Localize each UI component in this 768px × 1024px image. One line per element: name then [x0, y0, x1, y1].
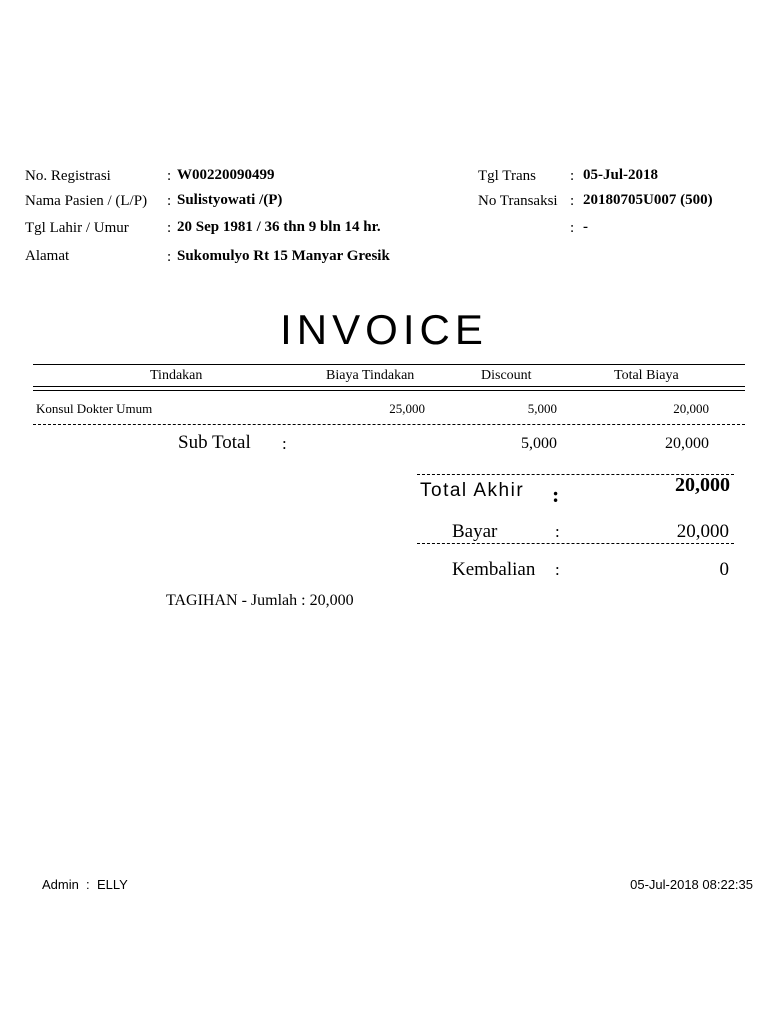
patient-name-value: Sulistyowati /(P)	[177, 192, 283, 208]
kembalian-label: Kembalian	[452, 559, 536, 580]
subtotal-discount: 5,000	[521, 435, 557, 452]
table-header-line-2	[33, 390, 745, 391]
col-header-biaya: Biaya Tindakan	[326, 368, 415, 383]
admin-colon: :	[86, 877, 90, 892]
table-top-line	[33, 364, 745, 365]
dob-colon: :	[167, 220, 172, 236]
invoice-title: INVOICE	[280, 306, 488, 353]
kembalian-value: 0	[719, 559, 729, 580]
trans-date-colon: :	[570, 168, 575, 184]
bayar-value: 20,000	[676, 521, 729, 542]
col-header-tindakan: Tindakan	[150, 368, 203, 383]
bayar-bottom-line	[417, 543, 734, 544]
cell-total: 20,000	[673, 401, 709, 416]
bayar-colon: :	[555, 522, 560, 541]
total-akhir-colon: :	[552, 482, 560, 507]
reg-value: W00220090499	[177, 167, 275, 183]
subtotal-label: Sub Total	[178, 432, 251, 453]
trans-no-label: No Transaksi	[478, 193, 558, 209]
col-header-discount: Discount	[481, 368, 532, 383]
address-value: Sukomulyo Rt 15 Manyar Gresik	[177, 248, 390, 264]
cell-biaya: 25,000	[389, 401, 425, 416]
dob-value: 20 Sep 1981 / 36 thn 9 bln 14 hr.	[177, 219, 381, 235]
address-label: Alamat	[25, 248, 70, 264]
kembalian-colon: :	[555, 560, 560, 579]
trans-date-label: Tgl Trans	[478, 168, 536, 184]
reg-label: No. Registrasi	[25, 168, 111, 184]
total-akhir-value: 20,000	[675, 474, 730, 496]
bayar-label: Bayar	[452, 521, 498, 542]
admin-name: ELLY	[97, 877, 128, 892]
trans-no-value: 20180705U007 (500)	[583, 192, 713, 208]
cell-tindakan: Konsul Dokter Umum	[36, 401, 153, 416]
table-bottom-line	[33, 424, 745, 425]
cell-discount: 5,000	[527, 401, 557, 416]
dob-label: Tgl Lahir / Umur	[25, 220, 129, 236]
total-akhir-label: Total Akhir	[420, 480, 525, 501]
address-colon: :	[167, 249, 172, 265]
footer-timestamp: 05-Jul-2018 08:22:35	[630, 877, 753, 892]
table-header-line-1	[33, 386, 745, 387]
trans-no-colon: :	[570, 193, 575, 209]
patient-name-label: Nama Pasien / (L/P)	[25, 193, 148, 209]
admin-label: Admin	[42, 877, 79, 892]
extra-colon: :	[570, 220, 575, 236]
trans-date-value: 05-Jul-2018	[583, 167, 658, 183]
extra-value: -	[583, 219, 588, 235]
patient-name-colon: :	[167, 193, 172, 209]
subtotal-total: 20,000	[665, 435, 709, 452]
subtotal-colon: :	[282, 434, 287, 453]
tagihan-text: TAGIHAN - Jumlah : 20,000	[166, 592, 354, 609]
col-header-total: Total Biaya	[614, 368, 679, 383]
reg-colon: :	[167, 168, 172, 184]
